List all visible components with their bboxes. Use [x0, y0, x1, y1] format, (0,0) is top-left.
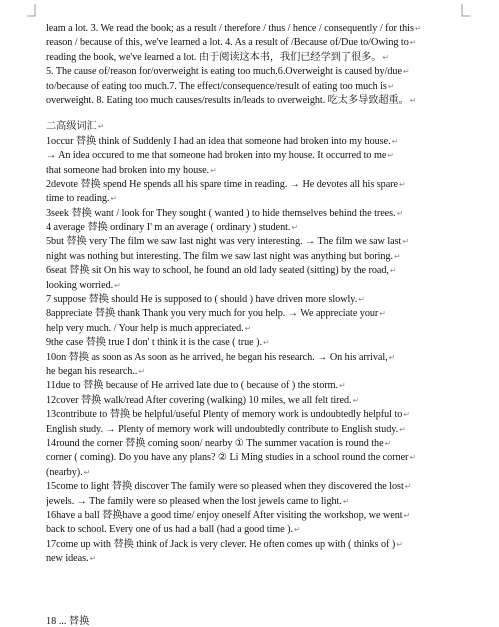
paragraph-mark-icon: ↵ [210, 165, 217, 175]
text-line [46, 480, 464, 494]
text-line [46, 264, 464, 278]
text-line [46, 94, 464, 108]
line-text: that someone had broken into my house. [46, 164, 210, 176]
line-text: 14round the corner 替换 coming soon/ nearby ① The summer vacation is round the [46, 437, 384, 449]
paragraph-mark-icon: ↵ [403, 410, 410, 420]
line-text: 6seat 替换 sit On his way to school, he found an old lady seated (sitting) by the road, [46, 265, 389, 277]
line-text: 二高级词汇 [46, 121, 97, 133]
text-line [46, 120, 464, 134]
text-line [46, 149, 464, 163]
line-text: reading the book, we've learned a lot. 由于阅读这本书，我们已经学到了很多。 [46, 51, 382, 63]
line-text: 16have a ball 替换have a good time/ enjoy oneself After visiting the workshop, we went [46, 509, 403, 521]
paragraph-mark-icon: ↵ [409, 453, 417, 463]
line-text: he began his research.. [46, 365, 138, 377]
text-line [46, 36, 464, 50]
text-line [46, 221, 464, 235]
paragraph-mark-icon: ↵ [83, 467, 91, 477]
paragraph-mark-icon: ↵ [384, 438, 392, 448]
left-corner-mark [27, 4, 35, 16]
paragraph-mark-icon: ↵ [396, 208, 404, 218]
text-line [46, 80, 464, 94]
line-text: 7 suppose 替换 should He is supposed to ( should ) have driven more slowly. [46, 294, 358, 306]
paragraph-mark-icon: ↵ [291, 223, 299, 233]
cut-off-line: 18 ... 替换 [46, 616, 90, 627]
text-line [46, 423, 464, 437]
text-line [46, 523, 464, 537]
text-line [46, 250, 464, 264]
line-text: back to school. Every one of us had a ball (had a good time ). [46, 524, 293, 536]
text-line [46, 178, 464, 192]
paragraph-mark-icon: ↵ [342, 496, 350, 506]
paragraph-mark-icon: ↵ [389, 266, 397, 276]
page-corner-marks [0, 0, 499, 20]
paragraph-mark-icon: ↵ [402, 67, 410, 77]
line-text: time to reading. [46, 193, 110, 205]
line-text: 8appreciate 替换 thank Thank you very much for you help. → We appreciate your [46, 308, 379, 320]
document-body [46, 22, 464, 566]
line-text: corner ( coming). Do you have any plans? ② Li Ming studies in a school round the corner [46, 452, 409, 464]
paragraph-mark-icon: ↵ [399, 424, 406, 434]
text-line [46, 279, 464, 293]
line-text: 5. The cause of/reason for/overweight is eating too much.6.Overweight is caused by/due [46, 66, 402, 78]
text-line [46, 379, 464, 393]
text-line [46, 466, 464, 480]
paragraph-mark-icon: ↵ [414, 24, 422, 33]
line-text: night was nothing but interesting. The film we saw last night was anything but boring. [46, 250, 393, 262]
line-text: 13contribute to 替换 be helpful/useful Plenty of memory work is undoubtedly helpful to [46, 409, 403, 421]
text-line [46, 538, 464, 552]
text-line [46, 495, 464, 509]
text-line [46, 322, 464, 336]
line-text: 5but 替换 very The film we saw last night was very interesting. → The film we saw last [46, 236, 402, 248]
paragraph-mark-icon: ↵ [294, 525, 301, 535]
text-line [46, 293, 464, 307]
paragraph-mark-icon: ↵ [388, 352, 396, 362]
paragraph-mark-icon: ↵ [393, 251, 401, 261]
paragraph-mark-icon: ↵ [379, 309, 386, 319]
paragraph-mark-icon: ↵ [244, 323, 252, 333]
paragraph-mark-icon: ↵ [403, 510, 411, 520]
line-text: jewels. → The family were so pleased when the lost jewels came to light. [46, 495, 342, 507]
text-line [46, 164, 464, 178]
text-line [46, 307, 464, 321]
text-line [46, 22, 464, 36]
text-line [46, 192, 464, 206]
paragraph-mark-icon: ↵ [338, 381, 346, 391]
paragraph-mark-icon: ↵ [262, 338, 270, 348]
line-text: new ideas. [46, 553, 89, 565]
text-line [46, 408, 464, 422]
text-line [46, 509, 464, 523]
paragraph-mark-icon: ↵ [387, 151, 394, 161]
line-text: 17come up with 替换 think of Jack is very clever. He often comes up with ( thinks of ) [46, 538, 396, 550]
paragraph-mark-icon: ↵ [89, 554, 97, 564]
text-line [46, 351, 464, 365]
line-text: 2devote 替换 spend He spends all his spare time in reading. → He devotes all his spare [46, 178, 398, 190]
text-line [46, 365, 464, 379]
paragraph-mark-icon: ↵ [404, 482, 412, 492]
line-text: 12cover 替换 walk/read After covering (walking) 10 miles, we all felt tired. [46, 394, 352, 406]
line-text: 10on 替换 as soon as As soon as he arrived, he began his research. → On his arrival, [46, 351, 388, 363]
paragraph-mark-icon: ↵ [352, 395, 360, 405]
line-text: overweight. 8. Eating too much causes/results in/leads to overweight. 吃太多导致超重。 [46, 94, 409, 106]
text-line [46, 394, 464, 408]
line-text: 3seek 替换 want / look for They sought ( wanted ) to hide themselves behind the trees. [46, 207, 396, 219]
paragraph-mark-icon: ↵ [391, 136, 399, 146]
line-text: reason / because of this, we've learned a lot. 4. As a result of /Because of/Due to/Owing to [46, 37, 409, 49]
paragraph-mark-icon: ↵ [138, 366, 145, 376]
right-corner-mark [462, 4, 470, 16]
line-text: to/because of eating too much.7. The effect/consequence/result of eating too much is [46, 80, 387, 92]
paragraph-mark-icon: ↵ [387, 81, 395, 91]
line-text: → An idea occured to me that someone had broken into my house. It occurred to me [46, 150, 387, 162]
line-text: leam a lot. 3. We read the book; as a result / therefore / thus / hence / consequently / for this [46, 23, 414, 34]
paragraph-mark-icon: ↵ [114, 280, 121, 290]
text-line [46, 451, 464, 465]
line-text: 4 average 替换 ordinary I' m an average ( ordinary ) student. [46, 222, 291, 234]
text-line [46, 108, 464, 120]
line-text: help very much. / Your help is much appreciated. [46, 322, 244, 334]
paragraph-mark-icon: ↵ [97, 122, 105, 132]
text-line [46, 207, 464, 221]
text-line [46, 51, 464, 65]
paragraph-mark-icon: ↵ [396, 539, 403, 549]
line-text: 9the case 替换 true I don' t think it is the case ( true ). [46, 337, 262, 349]
text-line [46, 65, 464, 79]
line-text: English study. → Plenty of memory work will undoubtedly contribute to English study. [46, 423, 399, 435]
paragraph-mark-icon: ↵ [409, 95, 417, 105]
text-line [46, 135, 464, 149]
text-line [46, 552, 464, 566]
line-text: (nearby). [46, 466, 83, 478]
line-text: looking worried. [46, 279, 114, 291]
text-line [46, 235, 464, 249]
paragraph-mark-icon: ↵ [110, 194, 118, 204]
paragraph-mark-icon: ↵ [358, 295, 365, 305]
text-line [46, 336, 464, 350]
line-text: 1occur 替换 think of Suddenly I had an idea that someone had broken into my house. [46, 135, 391, 147]
paragraph-mark-icon: ↵ [409, 38, 417, 48]
paragraph-mark-icon: ↵ [382, 52, 390, 62]
line-text: 11due to 替换 because of He arrived late due to ( because of ) the storm. [46, 380, 338, 392]
paragraph-mark-icon: ↵ [399, 179, 406, 189]
text-line [46, 437, 464, 451]
line-text: 15come to light 替换 discover The family were so pleased when they discovered the lost [46, 481, 404, 493]
paragraph-mark-icon: ↵ [402, 237, 409, 247]
